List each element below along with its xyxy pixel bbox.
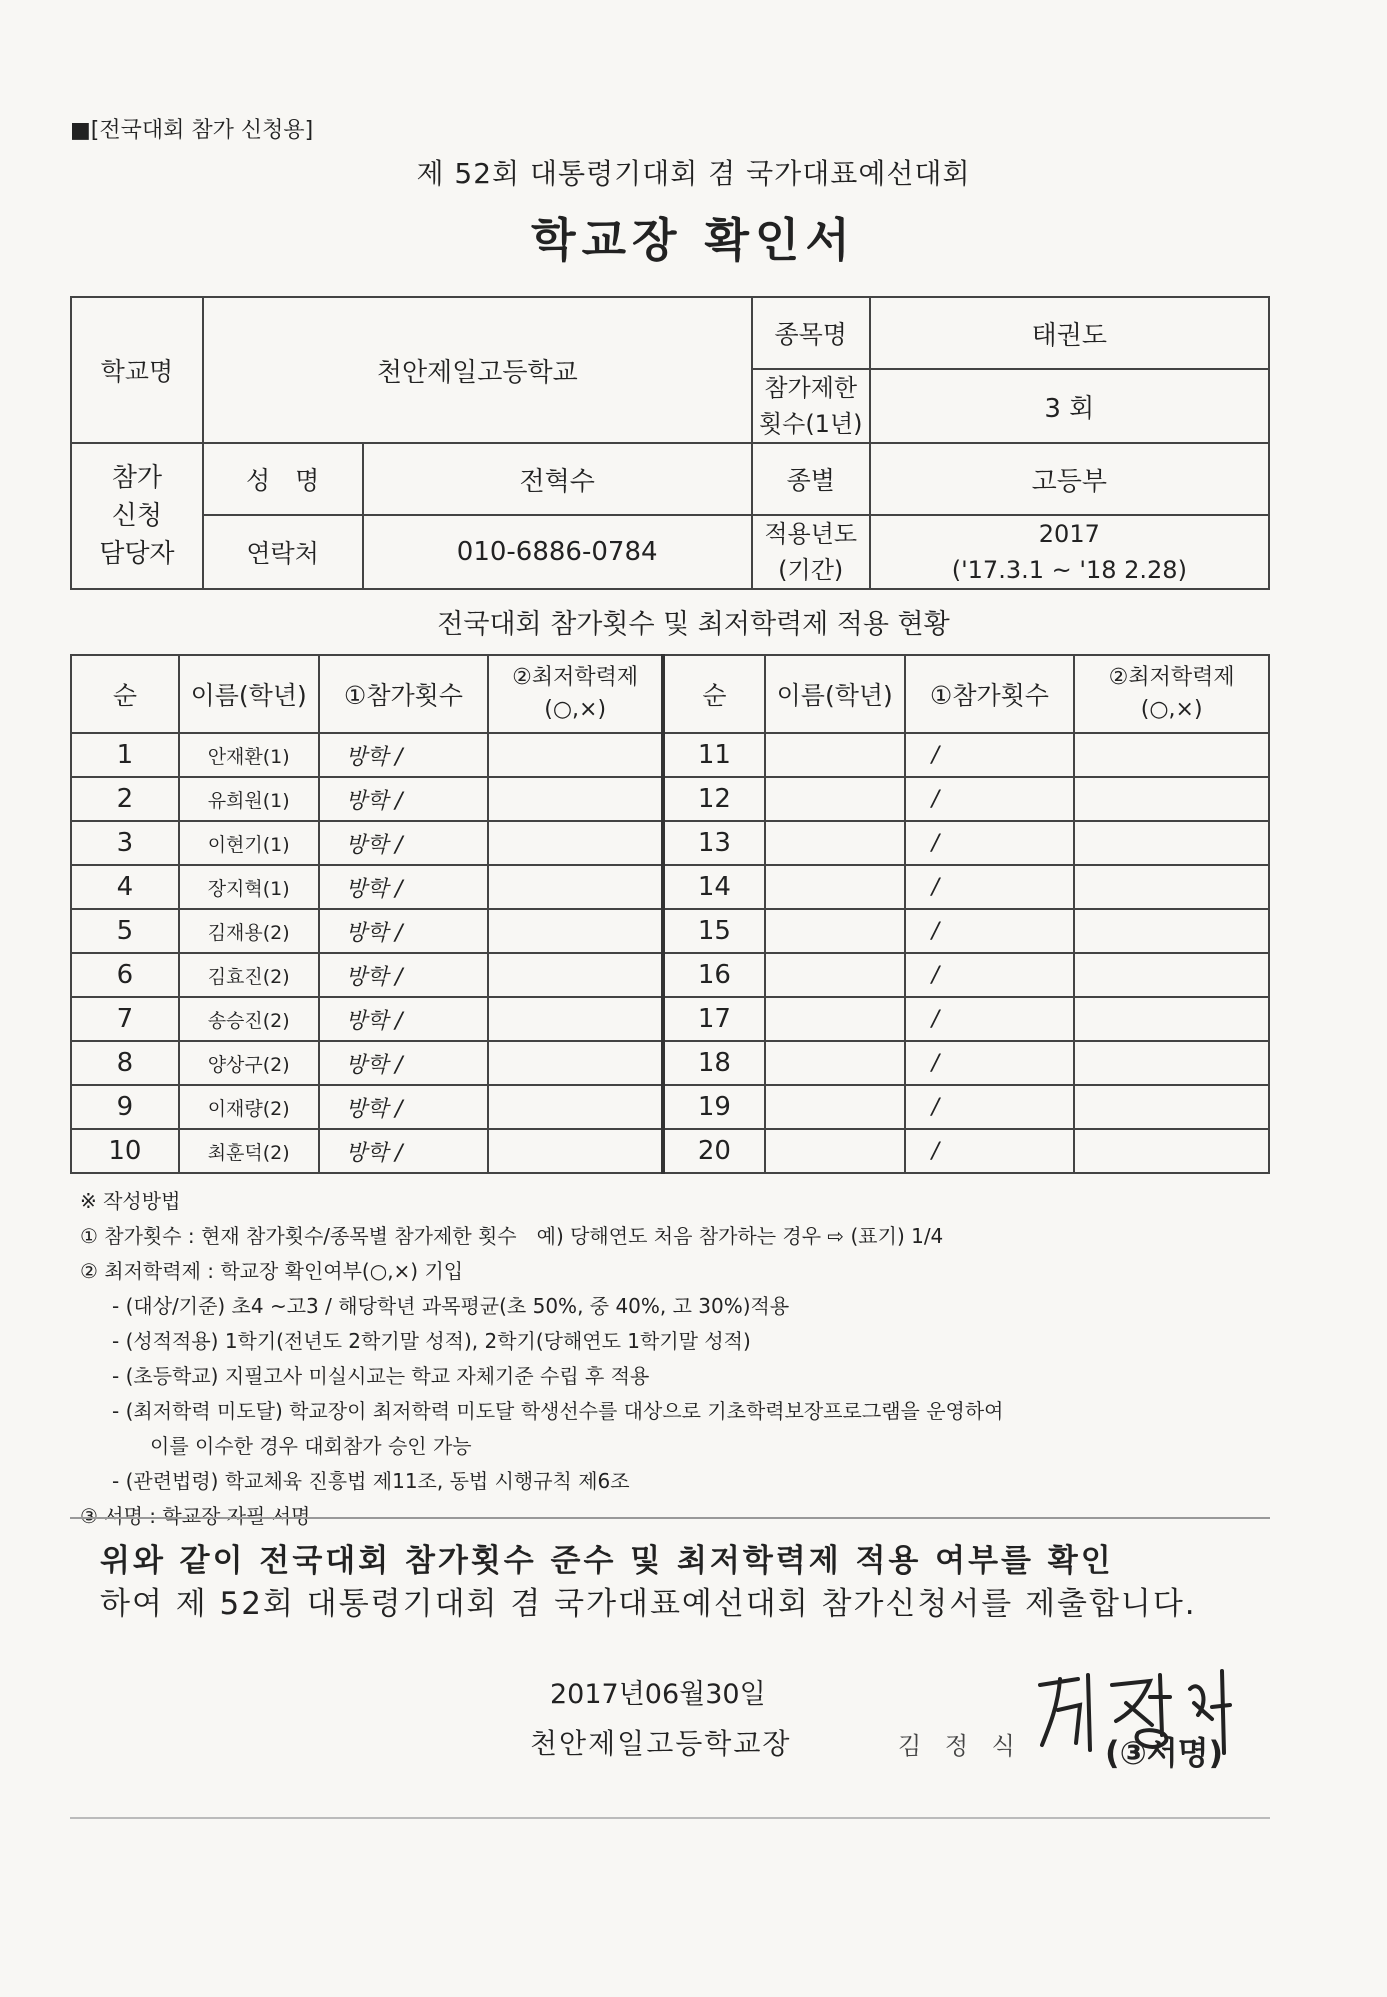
cell-name-right xyxy=(765,1041,905,1085)
cell-name: 이현기(1) xyxy=(179,821,319,865)
cell-count: 방학 / xyxy=(319,997,489,1041)
cell-num-right: 17 xyxy=(663,997,765,1041)
note-target: - (대상/기준) 초4 ~고3 / 해당학년 과목평균(초 50%, 중 40%, 고 30%)적용 xyxy=(112,1294,790,1318)
cell-num-right: 20 xyxy=(663,1129,765,1173)
note-below-standard-cont: 이를 이수한 경우 대회참가 승인 가능 xyxy=(150,1434,472,1458)
confirmation-statement xyxy=(100,1540,1280,1626)
confirm-line-2: 하여 제 52회 대통령기대회 겸 국가대표예선대회 참가신청서를 제출합니다. xyxy=(100,1586,1197,1622)
cell-count: 방학 / xyxy=(319,1085,489,1129)
year-value-line-1: 2017 xyxy=(1038,520,1100,548)
header-count-right: ①참가횟수 xyxy=(905,655,1075,733)
cell-num: 10 xyxy=(71,1129,179,1173)
limit-label-line-1: 참가제한 xyxy=(764,374,858,402)
cell-count: 방학 / xyxy=(319,953,489,997)
signature-label: (③서명) xyxy=(1105,1734,1224,1772)
cell-name: 김효진(2) xyxy=(179,953,319,997)
info-table xyxy=(70,296,1270,590)
cell-count-right: / xyxy=(905,1129,1075,1173)
note-count: ① 참가횟수 : 현재 참가횟수/종목별 참가제한 횟수 예) 당해연도 처음 참가하는 경우 ⇨ (표기) 1/4 xyxy=(80,1224,944,1248)
school-value: 천안제일고등학교 xyxy=(203,297,752,443)
cell-num: 6 xyxy=(71,953,179,997)
header-academic-right xyxy=(1074,655,1269,733)
cell-name-right xyxy=(765,997,905,1041)
header-count: ①참가횟수 xyxy=(319,655,489,733)
year-label-line-2: (기간) xyxy=(778,556,844,584)
table-row xyxy=(71,909,1269,953)
cell-num: 4 xyxy=(71,865,179,909)
table-row xyxy=(71,777,1269,821)
cell-num: 8 xyxy=(71,1041,179,1085)
limit-label xyxy=(752,369,870,443)
cell-academic-right xyxy=(1074,953,1269,997)
cell-num-right: 19 xyxy=(663,1085,765,1129)
cell-academic xyxy=(488,1085,663,1129)
event-label: 종목명 xyxy=(752,297,870,369)
cell-name: 안재환(1) xyxy=(179,733,319,777)
subtitle: 제 52회 대통령기대회 겸 국가대표예선대회 xyxy=(416,157,971,190)
cell-count-right: / xyxy=(905,1085,1075,1129)
school-label: 학교명 xyxy=(71,297,203,443)
cell-academic-right xyxy=(1074,909,1269,953)
cell-num: 9 xyxy=(71,1085,179,1129)
cell-count-right: / xyxy=(905,953,1075,997)
contact-group-line-2: 신청 xyxy=(111,501,162,531)
table-row xyxy=(71,821,1269,865)
division-label: 종별 xyxy=(752,443,870,515)
note-law: - (관련법령) 학교체육 진흥법 제11조, 동법 시행규칙 제6조 xyxy=(112,1469,630,1493)
cell-name-right xyxy=(765,821,905,865)
header-academic-right-line-1: ②최저학력제 xyxy=(1108,665,1235,690)
table-row xyxy=(71,1129,1269,1173)
contact-group-line-1: 참가 xyxy=(111,463,162,493)
note-below-standard: - (최저학력 미도달) 학교장이 최저학력 미도달 학생선수를 대상으로 기초학력보장프로그램을 운영하여 xyxy=(112,1399,1004,1423)
cell-count-right: / xyxy=(905,1041,1075,1085)
cell-name: 장지혁(1) xyxy=(179,865,319,909)
cell-name-right xyxy=(765,777,905,821)
cell-count: 방학 / xyxy=(319,1041,489,1085)
header-academic-line-2: (○,×) xyxy=(544,697,607,722)
header-academic-right-line-2: (○,×) xyxy=(1140,697,1203,722)
cell-name: 김재용(2) xyxy=(179,909,319,953)
cell-academic xyxy=(488,1129,663,1173)
header-num-right: 순 xyxy=(663,655,765,733)
cell-num-right: 14 xyxy=(663,865,765,909)
cell-academic xyxy=(488,865,663,909)
cell-count-right: / xyxy=(905,909,1075,953)
limit-label-line-2: 횟수(1년) xyxy=(758,410,863,438)
cell-count: 방학 / xyxy=(319,733,489,777)
cell-num-right: 15 xyxy=(663,909,765,953)
principal-name: 김 정 식 xyxy=(898,1732,1023,1760)
cell-academic xyxy=(488,909,663,953)
header-academic xyxy=(488,655,663,733)
cell-academic xyxy=(488,733,663,777)
cell-num: 1 xyxy=(71,733,179,777)
cell-count: 방학 / xyxy=(319,1129,489,1173)
phone-value: 010-6886-0784 xyxy=(363,515,752,589)
table-row xyxy=(71,1085,1269,1129)
cell-academic-right xyxy=(1074,1041,1269,1085)
name-label: 성 명 xyxy=(203,443,363,515)
cell-name: 이재량(2) xyxy=(179,1085,319,1129)
cell-name-right xyxy=(765,865,905,909)
cell-name-right xyxy=(765,909,905,953)
roster-table xyxy=(70,654,1270,1174)
division-value: 고등부 xyxy=(870,443,1269,515)
form-tag: ■[전국대회 참가 신청용] xyxy=(70,118,314,143)
cell-num-right: 13 xyxy=(663,821,765,865)
cell-academic-right xyxy=(1074,777,1269,821)
cell-count-right: / xyxy=(905,777,1075,821)
year-label xyxy=(752,515,870,589)
confirm-line-1: 위와 같이 전국대회 참가횟수 준수 및 최저학력제 적용 여부를 확인 xyxy=(100,1543,1114,1579)
school-principal: 천안제일고등학교장 xyxy=(530,1727,792,1760)
cell-name: 송승진(2) xyxy=(179,997,319,1041)
date: 2017년06월30일 xyxy=(550,1679,766,1710)
cell-count: 방학 / xyxy=(319,909,489,953)
name-value: 전혁수 xyxy=(363,443,752,515)
cell-num: 3 xyxy=(71,821,179,865)
year-value-line-2: ('17.3.1 ~ '18 2.28) xyxy=(951,556,1187,584)
limit-value: 3 회 xyxy=(870,369,1269,443)
cell-count-right: / xyxy=(905,865,1075,909)
instructions xyxy=(80,1184,1280,1534)
cell-name-right xyxy=(765,1085,905,1129)
cell-count-right: / xyxy=(905,733,1075,777)
note-grades: - (성적적용) 1학기(전년도 2학기말 성적), 2학기(당해연도 1학기말 성적) xyxy=(112,1329,751,1353)
cell-name-right xyxy=(765,733,905,777)
cell-num-right: 11 xyxy=(663,733,765,777)
cell-academic-right xyxy=(1074,821,1269,865)
header-academic-line-1: ②최저학력제 xyxy=(512,665,639,690)
note-academic: ② 최저학력제 : 학교장 확인여부(○,×) 기입 xyxy=(80,1259,464,1283)
year-label-line-1: 적용년도 xyxy=(764,520,858,548)
cell-num: 7 xyxy=(71,997,179,1041)
cell-academic xyxy=(488,1041,663,1085)
contact-group-line-3: 담당자 xyxy=(99,539,175,569)
cell-count: 방학 / xyxy=(319,821,489,865)
roster-body xyxy=(71,733,1269,1173)
cell-name-right xyxy=(765,953,905,997)
header-num: 순 xyxy=(71,655,179,733)
divider-line xyxy=(70,1517,1270,1519)
cell-academic-right xyxy=(1074,733,1269,777)
notes-heading: ※ 작성방법 xyxy=(80,1189,181,1213)
cell-name: 최훈덕(2) xyxy=(179,1129,319,1173)
cell-academic xyxy=(488,821,663,865)
table-row xyxy=(71,733,1269,777)
page-title: 학교장 확인서 xyxy=(531,213,856,267)
cell-academic-right xyxy=(1074,865,1269,909)
cell-count: 방학 / xyxy=(319,777,489,821)
note-signature: ③ 서명 : 학교장 자필 서명 xyxy=(80,1504,311,1528)
cell-name: 양상구(2) xyxy=(179,1041,319,1085)
header-name: 이름(학년) xyxy=(179,655,319,733)
contact-group-label xyxy=(71,443,203,589)
table-row xyxy=(71,953,1269,997)
cell-academic-right xyxy=(1074,1129,1269,1173)
table-row xyxy=(71,997,1269,1041)
cell-academic-right xyxy=(1074,1085,1269,1129)
cell-academic xyxy=(488,997,663,1041)
cell-count-right: / xyxy=(905,821,1075,865)
phone-label: 연락처 xyxy=(203,515,363,589)
cell-academic xyxy=(488,777,663,821)
section-title: 전국대회 참가횟수 및 최저학력제 적용 현황 xyxy=(437,609,950,640)
cell-count: 방학 / xyxy=(319,865,489,909)
cell-count-right: / xyxy=(905,997,1075,1041)
cell-name-right xyxy=(765,1129,905,1173)
cell-num: 5 xyxy=(71,909,179,953)
year-value xyxy=(870,515,1269,589)
note-elementary: - (초등학교) 지필고사 미실시교는 학교 자체기준 수립 후 적용 xyxy=(112,1364,650,1388)
cell-num: 2 xyxy=(71,777,179,821)
cell-num-right: 12 xyxy=(663,777,765,821)
header-name-right: 이름(학년) xyxy=(765,655,905,733)
table-row xyxy=(71,865,1269,909)
cell-num-right: 18 xyxy=(663,1041,765,1085)
cell-academic xyxy=(488,953,663,997)
cell-name: 유희원(1) xyxy=(179,777,319,821)
event-value: 태권도 xyxy=(870,297,1269,369)
table-row xyxy=(71,1041,1269,1085)
cell-num-right: 16 xyxy=(663,953,765,997)
bottom-line xyxy=(70,1817,1270,1819)
cell-academic-right xyxy=(1074,997,1269,1041)
